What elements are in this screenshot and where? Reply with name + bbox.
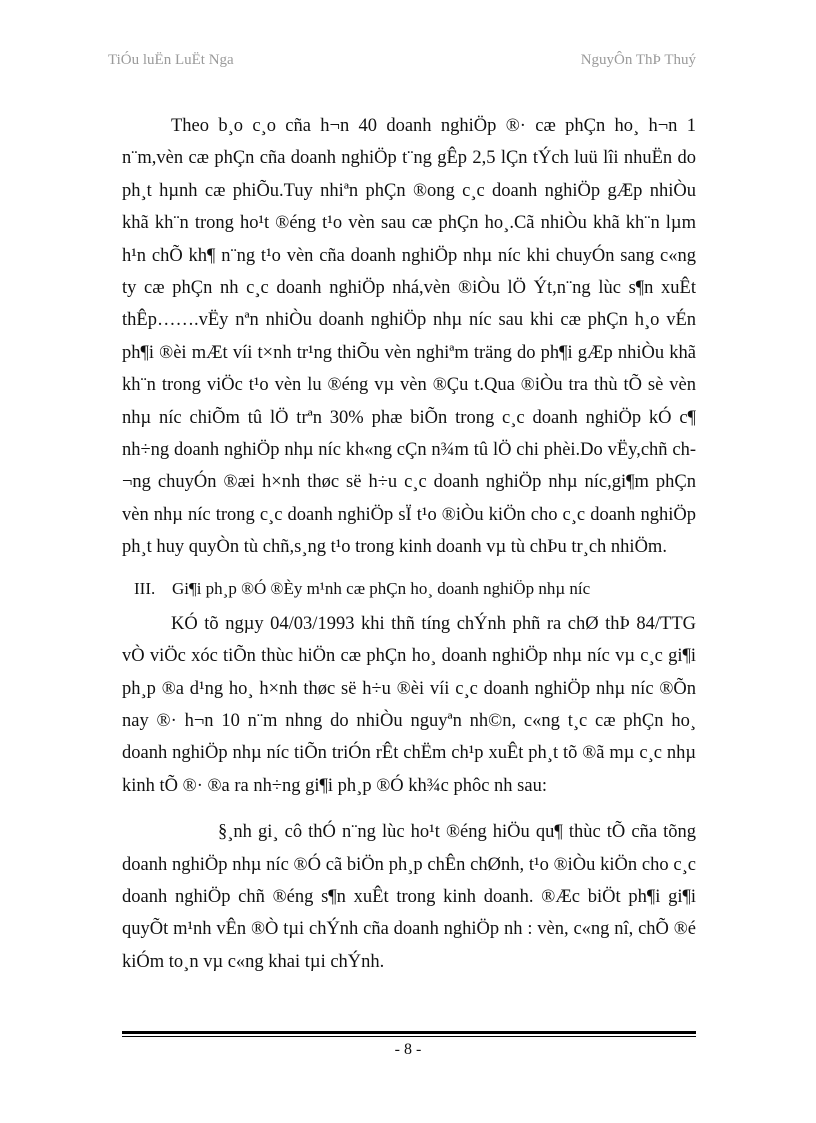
page-number: - 8 - [394, 1041, 422, 1058]
footer-divider-thick [122, 1031, 696, 1034]
section-heading [122, 578, 696, 600]
page-body [122, 110, 696, 978]
section-title: Gi¶i ph¸p ®Ó ®Èy m¹nh cæ phÇn ho¸ doanh nghiÖp nhµ níc [172, 578, 591, 598]
paragraph-equitization-results: Theo b¸o c¸o cña h¬n 40 doanh nghiÖp ®· cæ phÇn ho¸ h¬n 1 n¨m,vèn cæ phÇn cña doanh nghiÖp t¨ng gÊp 2,5 lÇn tÝch luü lîi nhuËn do ph¸t hµnh cæ phiÕu.Tuy nhiªn phÇn ®ong c¸c doanh nghiÖp gÆp nhiÒu khã kh¨n trong ho¹t ®éng t¹o vèn sau cæ phÇn ho¸.Cã nhiÒu khã kh¨n lµm h¹n chÕ kh¶ n¨ng t¹o vèn cña doanh nghiÖp nhµ níc khi chuyÓn sang c«ng ty cæ phÇn nh c¸c doanh nghiÖp nhá,vèn ®iÒu lÖ Ýt,n¨ng lùc s¶n xuÊt thÊp…….vËy nªn nhiÒu doanh nghiÖp nhµ níc sau khi cæ phÇn h¸o vÉn ph¶i ®èi mÆt víi t×nh tr¹ng thiÕu vèn nghiªm träng do ph¶i gÆp nhiÒu khã kh¨n trong viÖc t¹o vèn lu ®éng vµ vèn ®Çu t.Qua ®iÒu tra thù tÕ sè vèn nhµ níc chiÕm tû lÖ trªn 30% phæ biÕn trong c¸c doanh nghiÖp kÓ c¶ nh÷ng doanh nghiÖp nhµ níc kh«ng cÇn n¾m tû lÖ chi phèi.Do vËy,chñ ch¬ng chuyÓn ®æi h×nh thøc së h÷u c¸c doanh nghiÖp nhµ níc,gi¶m phÇn vèn nhµ níc trong c¸c doanh nghiÖp sÏ t¹o ®iÒu kiÖn cho c¸c doanh nghiÖp ph¸t huy quyÒn tù chñ,s¸ng t¹o trong kinh doanh vµ tù chÞu tr¸ch nhiÖm. [122, 116, 696, 558]
footer-divider-thin [122, 1036, 696, 1037]
paragraph-evaluation-solution: §¸nh gi¸ cô thÓ n¨ng lùc ho¹t ®éng hiÖu qu¶ thùc tÕ cña tõng doanh nghiÖp nhµ níc ®Ó cã biÖn ph¸p chÊn chØnh, t¹o ®iÒu kiÖn cho c¸c doanh nghiÖp chñ ®éng s¶n xuÊt trong kinh doanh. ®Æc biÖt ph¶i gi¶i quyÕt m¹nh vÊn ®Ò tµi chÝnh cña doanh nghiÖp nh : vèn, c«ng nî, chÕ ®é kiÓm to¸n vµ c«ng khai tµi chÝnh. [122, 822, 696, 972]
section-number: III. [134, 578, 156, 598]
paragraph-directive-history: KÓ tõ ngµy 04/03/1993 khi thñ tíng chÝnh phñ ra chØ thÞ 84/TTG vÒ viÖc xóc tiÕn thùc hiÖn cæ phÇn ho¸ doanh nghiÖp nhµ níc vµ c¸c gi¶i ph¸p ®a d¹ng ho¸ h×nh thøc së h÷u ®èi víi c¸c doanh nghiÖp nhµ níc ®Õn nay ®· h¬n 10 n¨m nhng do nhiÒu nguyªn nh©n, c«ng t¸c cæ phÇn ho¸ doanh nghiÖp nhµ níc tiÕn triÓn rÊt chËm ch¹p xuÊt ph¸t tõ ®ã mµ c¸c nhµ kinh tÕ ®· ®a ra nh÷ng gi¶i ph¸p ®Ó kh¾c phôc nh sau: [122, 613, 696, 796]
header-author-name: NguyÔn ThÞ Thuý [580, 52, 696, 68]
header-document-title: TiÓu luËn LuËt Nga [108, 52, 234, 68]
